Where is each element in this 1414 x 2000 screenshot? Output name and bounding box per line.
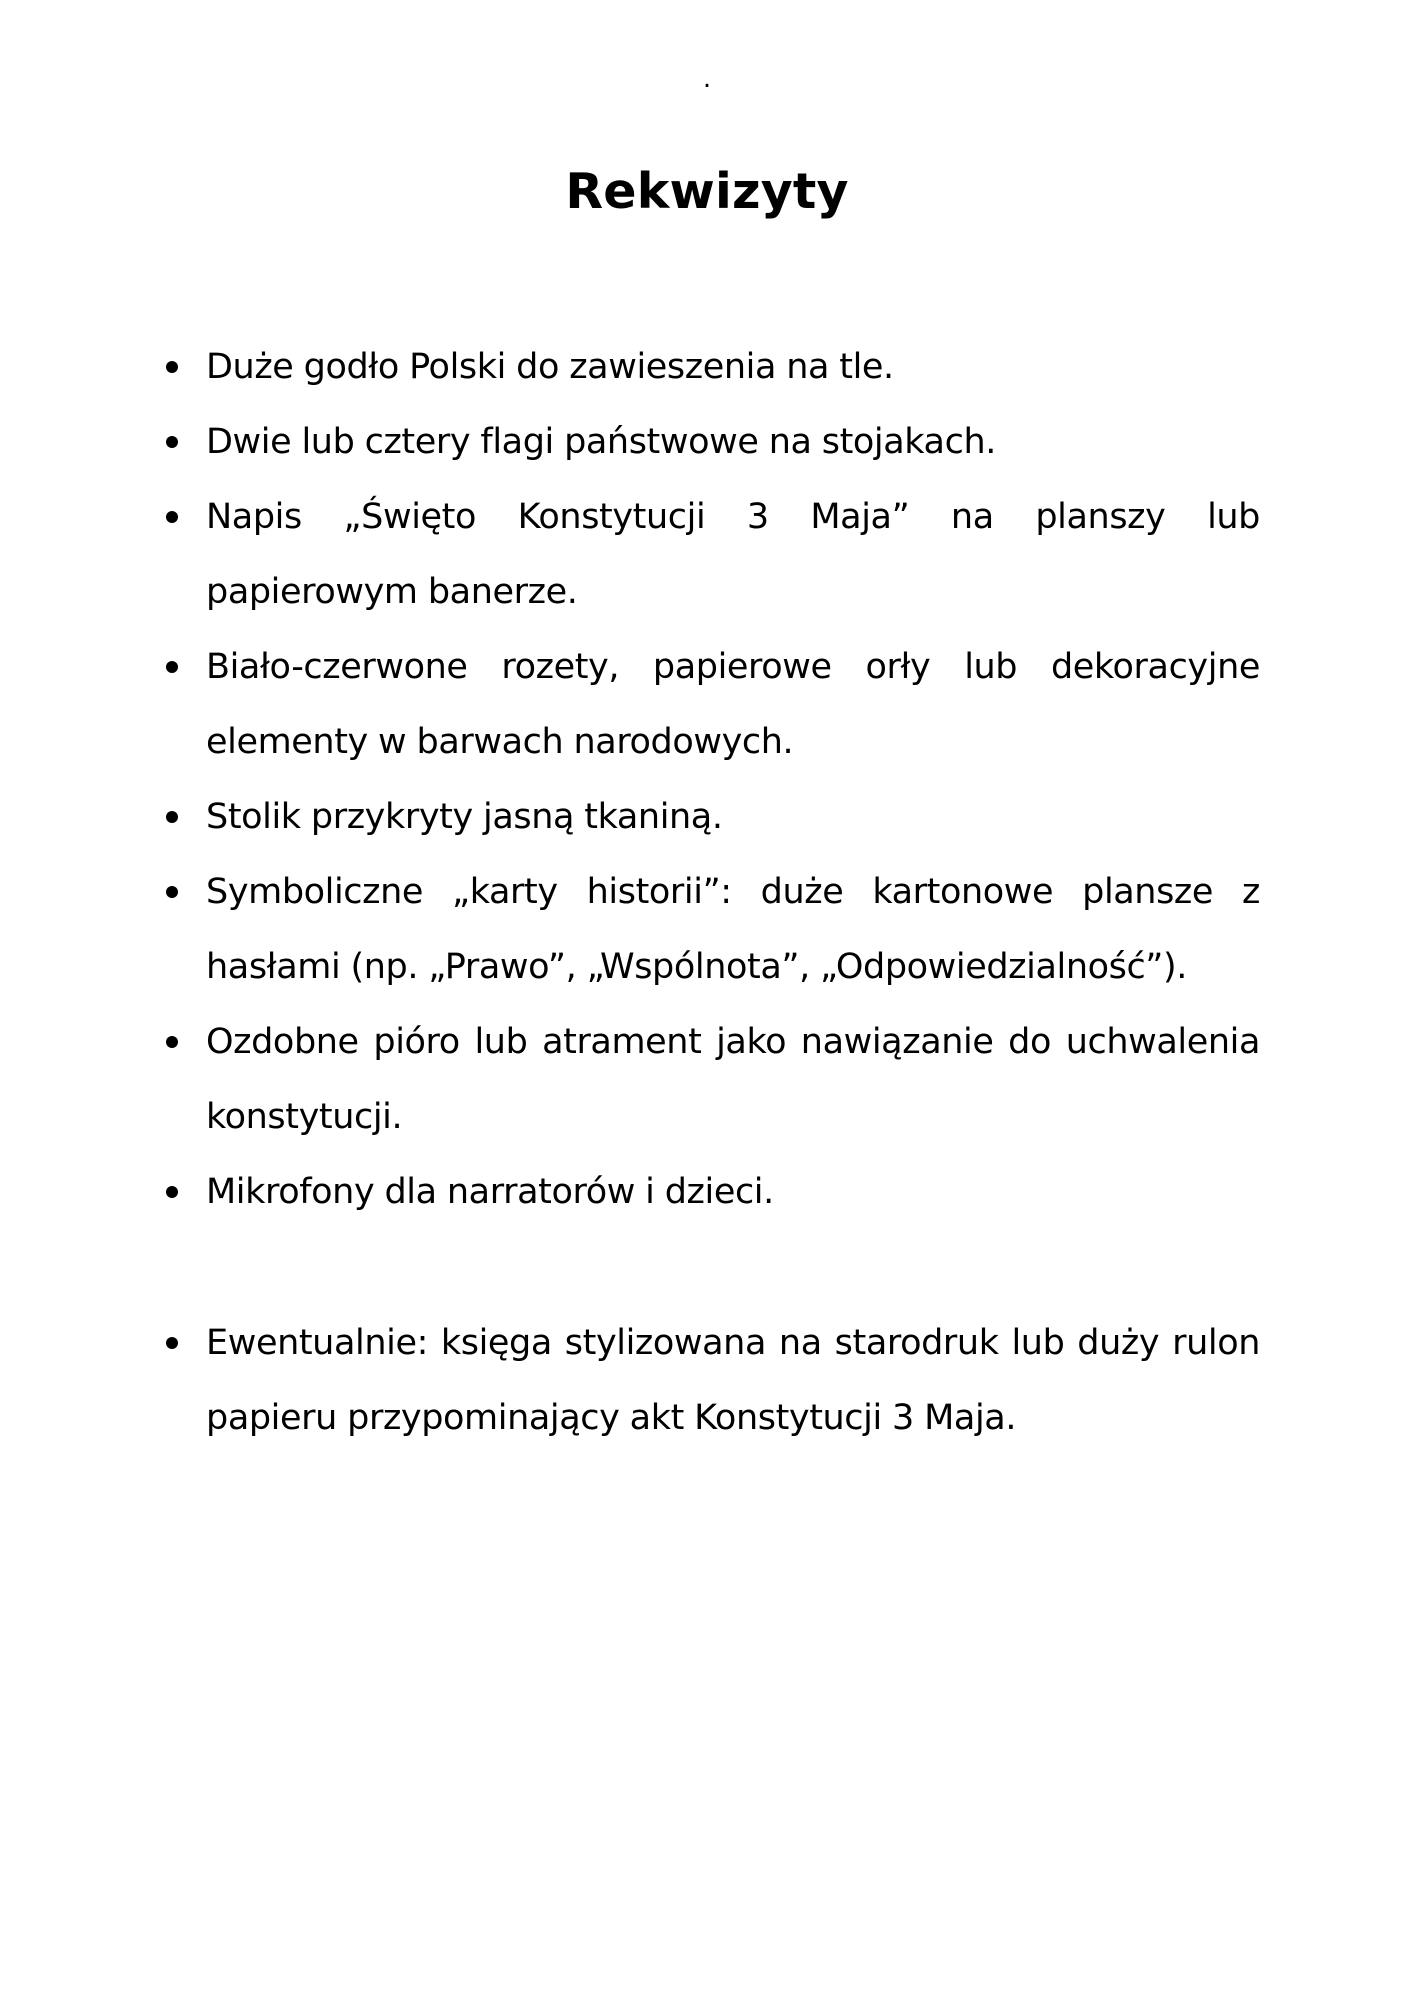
list-item-text: Ozdobne pióro lub atrament jako nawiązanie do uchwalenia konstytucji. [206, 1022, 1260, 1137]
list-item-text: Ewentualnie: księga stylizowana na starodruk lub duży rulon papieru przypominający akt Konstytucji 3 Maja. [206, 1323, 1260, 1438]
bullet-icon [166, 1036, 178, 1048]
bullet-icon [166, 436, 178, 448]
list-item-text: Stolik przykryty jasną tkaniną. [206, 797, 723, 837]
top-dot-mark: . [702, 64, 712, 94]
list-item [206, 630, 1260, 780]
list-item [206, 405, 1260, 480]
bullet-icon [166, 811, 178, 823]
bullet-icon [166, 511, 178, 523]
list-item-text: Dwie lub cztery flagi państwowe na stojakach. [206, 422, 996, 462]
list-item [206, 1155, 1260, 1230]
list-item-text: Biało-czerwone rozety, papierowe orły lub dekoracyjne elementy w barwach narodowych. [206, 647, 1260, 762]
bullet-icon [166, 1337, 178, 1349]
list-item [206, 855, 1260, 1005]
bullet-icon [166, 1186, 178, 1198]
list-item-text: Mikrofony dla narratorów i dzieci. [206, 1172, 774, 1212]
list-item [206, 480, 1260, 630]
bullet-icon [166, 886, 178, 898]
list-item [206, 1306, 1260, 1456]
list-item [206, 780, 1260, 855]
list-item-text: Napis „Święto Konstytucji 3 Maja” na planszy lub papierowym banerze. [206, 497, 1260, 612]
list-item [206, 330, 1260, 405]
list-item-text: Symboliczne „karty historii”: duże kartonowe plansze z hasłami (np. „Prawo”, „Wspólnota”, „Odpowiedzialność”). [206, 872, 1260, 987]
bullet-icon [166, 661, 178, 673]
list-item-text: Duże godło Polski do zawieszenia na tle. [206, 347, 894, 387]
page-title: Rekwizyty [565, 163, 849, 220]
list-item [206, 1005, 1260, 1155]
bullet-icon [166, 361, 178, 373]
